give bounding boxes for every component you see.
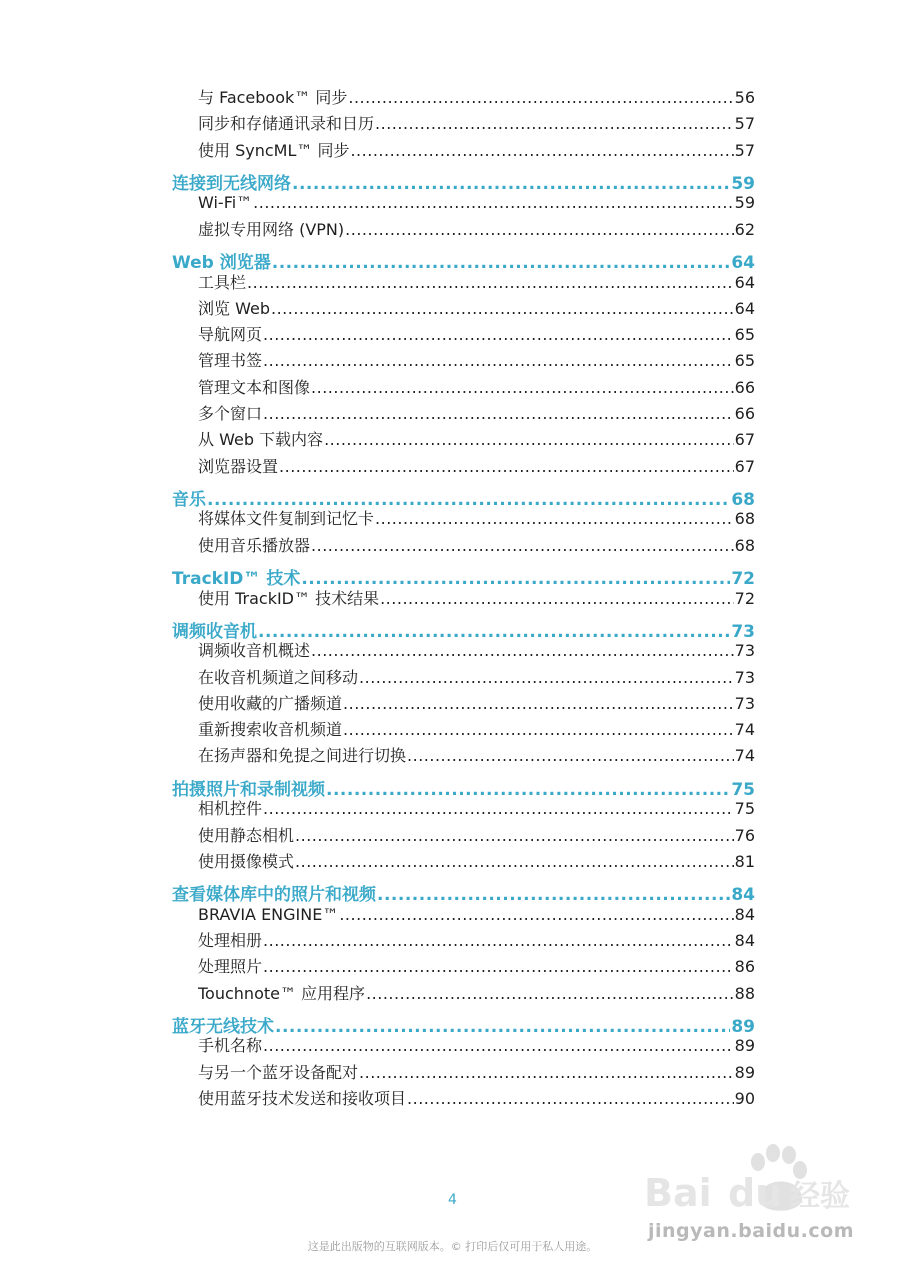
dot-leader <box>366 982 734 1006</box>
toc-entry-title: Wi-Fi™ <box>198 193 253 212</box>
dot-leader <box>380 587 734 611</box>
toc-entry-title: 从 Web 下载内容 <box>198 430 324 449</box>
dot-leader <box>279 455 734 479</box>
toc-entry-title: 调频收音机 <box>172 622 257 642</box>
toc-entry-title: Touchnote™ 应用程序 <box>198 984 366 1003</box>
toc-entry <box>198 218 755 242</box>
toc-entry-title: 在扬声器和免提之间进行切换 <box>198 746 407 765</box>
toc-entry-title: 多个窗口 <box>198 404 263 423</box>
toc-entry-title: 处理相册 <box>198 931 263 950</box>
toc-page-number: 84 <box>734 905 755 924</box>
toc-entry-title: 管理书签 <box>198 351 263 370</box>
toc-entry-title: 相机控件 <box>198 799 263 818</box>
toc-entry-title: 音乐 <box>172 490 206 510</box>
toc-entry <box>198 271 755 295</box>
toc-entry-title: 浏览器设置 <box>198 457 279 476</box>
toc-entry-title: 在收音机频道之间移动 <box>198 668 359 687</box>
dot-leader <box>345 218 734 242</box>
dot-leader <box>359 1061 734 1085</box>
dot-leader <box>253 191 733 215</box>
toc-page-number: 62 <box>734 220 755 239</box>
toc-page-number: 73 <box>734 694 755 713</box>
toc-page-number: 64 <box>731 253 755 273</box>
dot-leader <box>295 850 734 874</box>
toc-page-number: 73 <box>731 622 755 642</box>
toc-page-number: 56 <box>734 88 755 107</box>
toc-entry-title: 导航网页 <box>198 325 263 344</box>
toc-page-number: 68 <box>734 536 755 555</box>
toc-entry <box>198 692 755 716</box>
svg-text:Bai: Bai <box>644 1171 712 1215</box>
toc-entry-title: 拍摄照片和录制视频 <box>172 780 325 800</box>
toc-entry-title: 查看媒体库中的照片和视频 <box>172 885 376 905</box>
toc-page-number: 89 <box>734 1036 755 1055</box>
toc-entry <box>198 1061 755 1085</box>
toc-entry-title: 处理照片 <box>198 957 263 976</box>
toc-entry <box>198 744 755 768</box>
toc-entry-title: 使用静态相机 <box>198 826 295 845</box>
toc-entry-title: 手机名称 <box>198 1036 263 1055</box>
page-number: 4 <box>448 1192 457 1208</box>
toc-entry <box>198 982 755 1006</box>
dot-leader <box>263 402 734 426</box>
toc-entry <box>198 1034 755 1058</box>
dot-leader <box>311 376 734 400</box>
toc-page-number: 89 <box>734 1063 755 1082</box>
toc-entry <box>198 428 755 452</box>
toc-entry <box>198 850 755 874</box>
toc-page-number: 57 <box>734 114 755 133</box>
toc-page-number: 76 <box>734 826 755 845</box>
dot-leader <box>263 1034 734 1058</box>
toc-entry <box>198 824 755 848</box>
toc-page-number: 90 <box>734 1089 755 1108</box>
toc-page-number: 72 <box>731 569 755 589</box>
toc-entry-title: 使用摄像模式 <box>198 852 295 871</box>
toc-entry <box>198 929 755 953</box>
dot-leader <box>247 271 734 295</box>
toc-entry <box>198 455 755 479</box>
dot-leader <box>263 797 734 821</box>
toc-entry <box>198 534 755 558</box>
dot-leader <box>343 692 734 716</box>
toc-page-number: 88 <box>734 984 755 1003</box>
toc-entry-title: BRAVIA ENGINE™ <box>198 905 339 924</box>
dot-leader <box>407 1087 734 1111</box>
toc-entry <box>198 797 755 821</box>
toc-page-number: 64 <box>734 299 755 318</box>
dot-leader <box>359 666 734 690</box>
toc-entry-title: 管理文本和图像 <box>198 378 311 397</box>
toc-entry <box>198 139 755 163</box>
toc-page-number: 75 <box>734 799 755 818</box>
dot-leader <box>343 718 734 742</box>
dot-leader <box>375 112 734 136</box>
toc-page-number: 66 <box>734 404 755 423</box>
dot-leader <box>271 297 734 321</box>
dot-leader <box>311 534 734 558</box>
dot-leader <box>263 929 734 953</box>
toc-entry <box>198 323 755 347</box>
toc-page-number: 81 <box>734 852 755 871</box>
toc-entry-title: 与另一个蓝牙设备配对 <box>198 1063 359 1082</box>
toc-entry <box>198 666 755 690</box>
toc-page-number: 68 <box>734 509 755 528</box>
toc-page-number: 67 <box>734 430 755 449</box>
toc-page-number: 65 <box>734 351 755 370</box>
dot-leader <box>407 744 734 768</box>
toc-page-number: 75 <box>731 780 755 800</box>
toc-page-number: 89 <box>731 1017 755 1037</box>
dot-leader <box>311 639 734 663</box>
toc-entry-title: Web 浏览器 <box>172 253 271 273</box>
toc-entry <box>198 402 755 426</box>
toc-entry <box>198 86 755 110</box>
toc-entry-title: 浏览 Web <box>198 299 270 318</box>
toc-entry <box>198 587 755 611</box>
toc-page-number: 72 <box>734 589 755 608</box>
toc-page-number: 59 <box>731 174 755 194</box>
toc-entry <box>198 1087 755 1111</box>
dot-leader <box>263 323 734 347</box>
toc-entry-title: 虚拟专用网络 (VPN) <box>198 220 345 239</box>
dot-leader <box>263 955 734 979</box>
toc-page-number: 73 <box>734 641 755 660</box>
toc-entry-title: 蓝牙无线技术 <box>172 1017 274 1037</box>
toc-entry <box>198 376 755 400</box>
toc-entry-title: 同步和存储通讯录和日历 <box>198 114 375 133</box>
toc-page-number: 68 <box>731 490 755 510</box>
footer-notice: 这是此出版物的互联网版本。© 打印后仅可用于私人用途。 <box>307 1240 598 1253</box>
toc-entry-title: 将媒体文件复制到记忆卡 <box>198 509 375 528</box>
toc-entry-title: 调频收音机概述 <box>198 641 311 660</box>
toc-entry <box>198 349 755 373</box>
toc-page-number: 65 <box>734 325 755 344</box>
toc-page-number: 64 <box>734 273 755 292</box>
toc-page-number: 74 <box>734 720 755 739</box>
toc-entry <box>198 191 755 215</box>
toc-entry <box>198 507 755 531</box>
toc-entry-title: 使用 TrackID™ 技术结果 <box>198 589 380 608</box>
toc-page-number: 67 <box>734 457 755 476</box>
svg-text:经验: 经验 <box>790 1179 850 1214</box>
dot-leader <box>339 903 733 927</box>
toc-entry-title: 使用蓝牙技术发送和接收项目 <box>198 1089 407 1108</box>
toc-page-number: 84 <box>731 885 755 905</box>
svg-text:du: du <box>728 1171 783 1215</box>
toc-page-number: 84 <box>734 931 755 950</box>
toc-entry-title: 与 Facebook™ 同步 <box>198 88 348 107</box>
toc-entry-title: 使用音乐播放器 <box>198 536 311 555</box>
dot-leader <box>348 86 733 110</box>
dot-leader <box>324 428 734 452</box>
baidu-jingyan-watermark-logo <box>640 1140 870 1270</box>
toc-entry <box>198 903 755 927</box>
toc-entry-title: 重新搜索收音机频道 <box>198 720 343 739</box>
toc-entry-title: 工具栏 <box>198 273 247 292</box>
toc-entry-title: 使用收藏的广播频道 <box>198 694 343 713</box>
toc-entry-title: 使用 SyncML™ 同步 <box>198 141 350 160</box>
toc-page-number: 86 <box>734 957 755 976</box>
toc-entry-title: 连接到无线网络 <box>172 174 291 194</box>
toc-page-number: 66 <box>734 378 755 397</box>
toc-entry <box>198 297 755 321</box>
toc-page-number: 73 <box>734 668 755 687</box>
dot-leader <box>263 349 734 373</box>
toc-entry <box>198 112 755 136</box>
dot-leader <box>350 139 733 163</box>
toc-page-number: 74 <box>734 746 755 765</box>
toc-page-number: 57 <box>734 141 755 160</box>
toc-entry <box>198 718 755 742</box>
toc-page-number: 59 <box>734 193 755 212</box>
dot-leader <box>375 507 734 531</box>
toc-entry <box>198 639 755 663</box>
dot-leader <box>295 824 734 848</box>
toc-entry-title: TrackID™ 技术 <box>172 569 301 589</box>
toc-entry <box>198 955 755 979</box>
watermark-site-text: jingyan.baidu.com <box>648 1220 854 1242</box>
